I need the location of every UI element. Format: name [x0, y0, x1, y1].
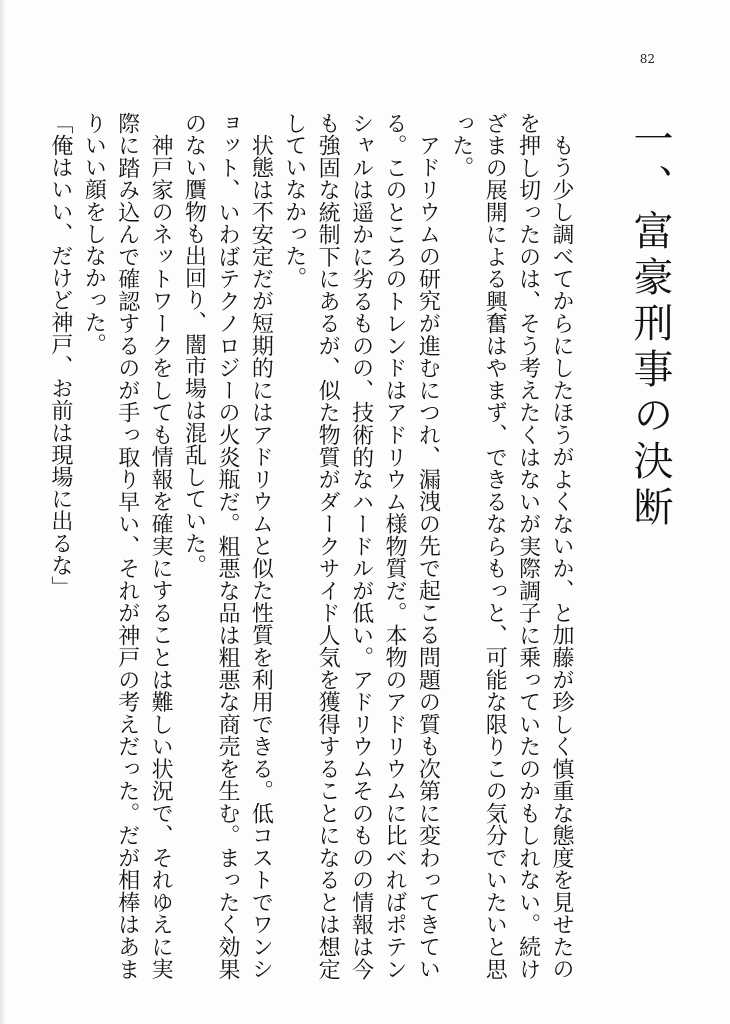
dialogue-line: 「俺はいい、だけど神戸、お前は現場に出るな」 — [47, 112, 73, 599]
page-edge-shadow — [0, 0, 6, 1024]
page-number: 82 — [639, 52, 655, 66]
body-text — [47, 112, 578, 980]
paragraph-4: 神戸家のネットワークをしても情報を確実にすることは難しい状況で、それゆえに実際に踏み込んで確認するのが手っ取り早い、それが神戸の考えだった。だが相棒はあまりいい顔をしなかった。 — [81, 112, 174, 980]
paragraph-1: もう少し調べてからにしたほうがよくないか、と加藤が珍しく慎重な態度を見せたのを押し切ったのは、そう考えたくはないが実際調子に乗っていたのかもしれない。続けざまの展開による興奮はやまず、できるならもっと、可能な限りこの気分でいたいと思った。 — [448, 112, 574, 980]
paragraph-2: アドリウムの研究が進むにつれ、漏洩の先で起こる問題の質も次第に変わってきている。このところのトレンドはアドリウム様物質だ。本物のアドリウムに比べればポテンシャルは遥かに劣るものの、技術的なハードルが低い。アドリウムそのものの情報は今も強固な統制下にあるが、似た物質がダークサイド人気を獲得することになるとは想定していなかった。 — [281, 112, 441, 980]
paragraph-3: 状態は不安定だが短期的にはアドリウムと似た性質を利用できる。低コストでワンショット、いわばテクノロジーの火炎瓶だ。粗悪な品は粗悪な商売を生む。まったく効果のない贋物も出回り、闇市場は混乱していた。 — [181, 112, 274, 980]
chapter-title: 一、富豪刑事の決断 — [627, 118, 673, 532]
